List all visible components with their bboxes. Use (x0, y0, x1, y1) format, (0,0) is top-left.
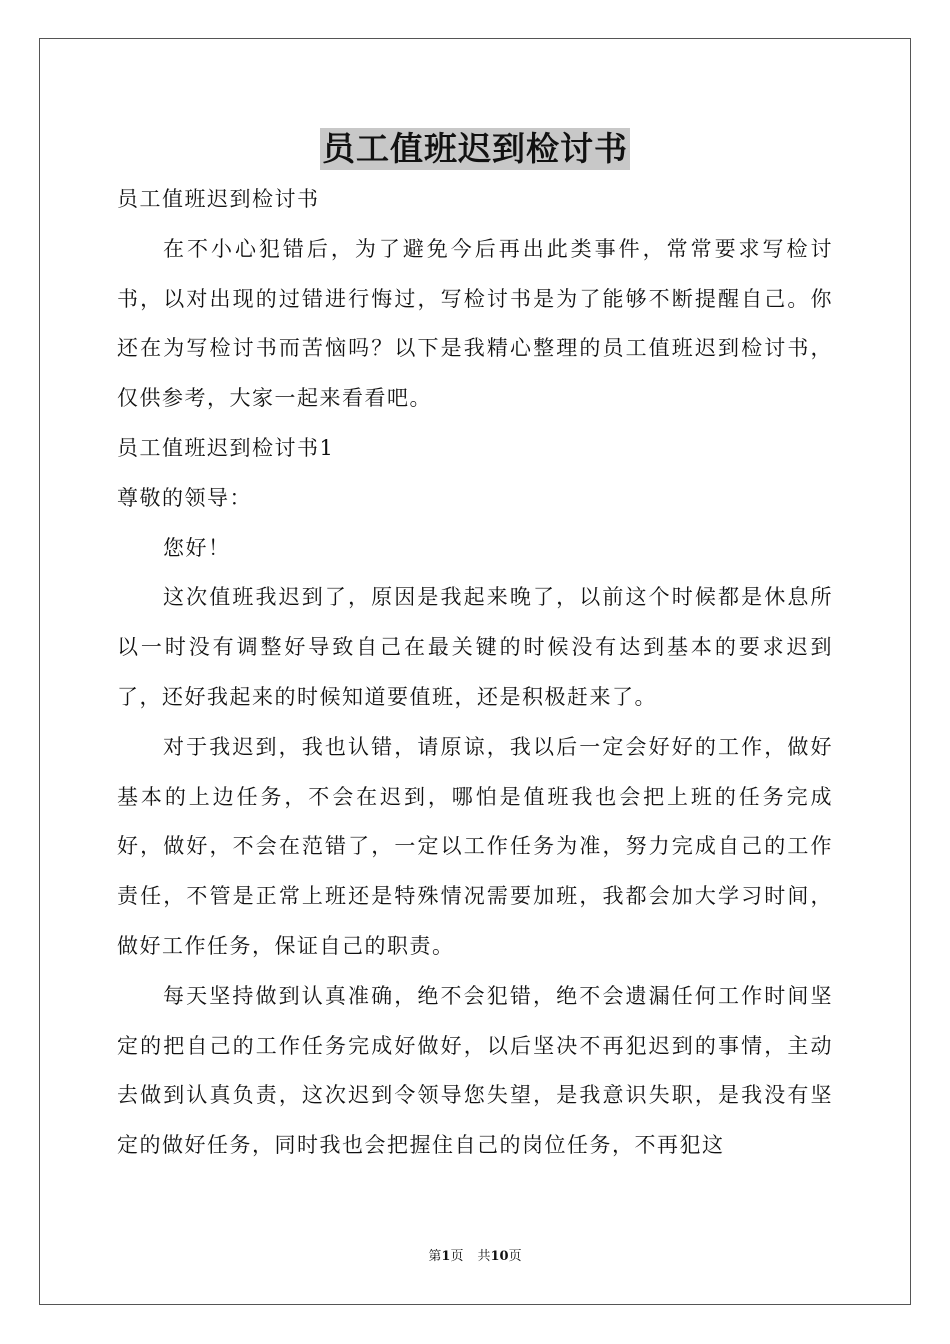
paragraph-section-heading: 员工值班迟到检讨书1 (117, 435, 335, 460)
total-pages: 10 (490, 1249, 509, 1264)
title-container (0, 128, 950, 170)
total-label-suffix: 页 (508, 1249, 522, 1264)
total-label-prefix: 共 (477, 1249, 491, 1264)
document-body (117, 175, 833, 1171)
paragraph-subtitle: 员工值班迟到检讨书 (117, 187, 320, 211)
page-footer (0, 1248, 950, 1266)
paragraph-body: 每天坚持做到认真准确，绝不会犯错，绝不会遗漏任何工作时间坚定的把自己的工作任务完成好做好，以后坚决不再犯迟到的事情，主动去做到认真负责，这次迟到令领导您失望，是我意识失职，是我没有坚定的做好任务，同时我也会把握住自己的岗位任务，不再犯这 (117, 983, 833, 1158)
page-label-prefix: 第 (428, 1249, 442, 1264)
paragraph-greeting: 您好！ (163, 535, 231, 560)
page-number: 1 (441, 1249, 451, 1264)
paragraph-body: 对于我迟到，我也认错，请原谅，我以后一定会好好的工作，做好基本的上边任务，不会在迟到，哪怕是值班我也会把上班的任务完成好，做好，不会在范错了，一定以工作任务为准，努力完成自己的工作责任，不管是正常上班还是特殊情况需要加班，我都会加大学习时间，做好工作任务，保证自己的职责。 (117, 734, 833, 958)
paragraph-salutation: 尊敬的领导： (117, 485, 252, 510)
paragraph-intro: 在不小心犯错后，为了避免今后再出此类事件，常常要求写检讨书，以对出现的过错进行悔过，写检讨书是为了能够不断提醒自己。你还在为写检讨书而苦恼吗？以下是我精心整理的员工值班迟到检讨书，仅供参考，大家一起来看看吧。 (117, 236, 833, 411)
document-title: 员工值班迟到检讨书 (322, 129, 628, 168)
page-label-suffix: 页 (450, 1249, 464, 1264)
paragraph-body: 这次值班我迟到了，原因是我起来晚了，以前这个时候都是休息所以一时没有调整好导致自己在最关键的时候没有达到基本的要求迟到了，还好我起来的时候知道要值班，还是积极赶来了。 (117, 585, 833, 709)
